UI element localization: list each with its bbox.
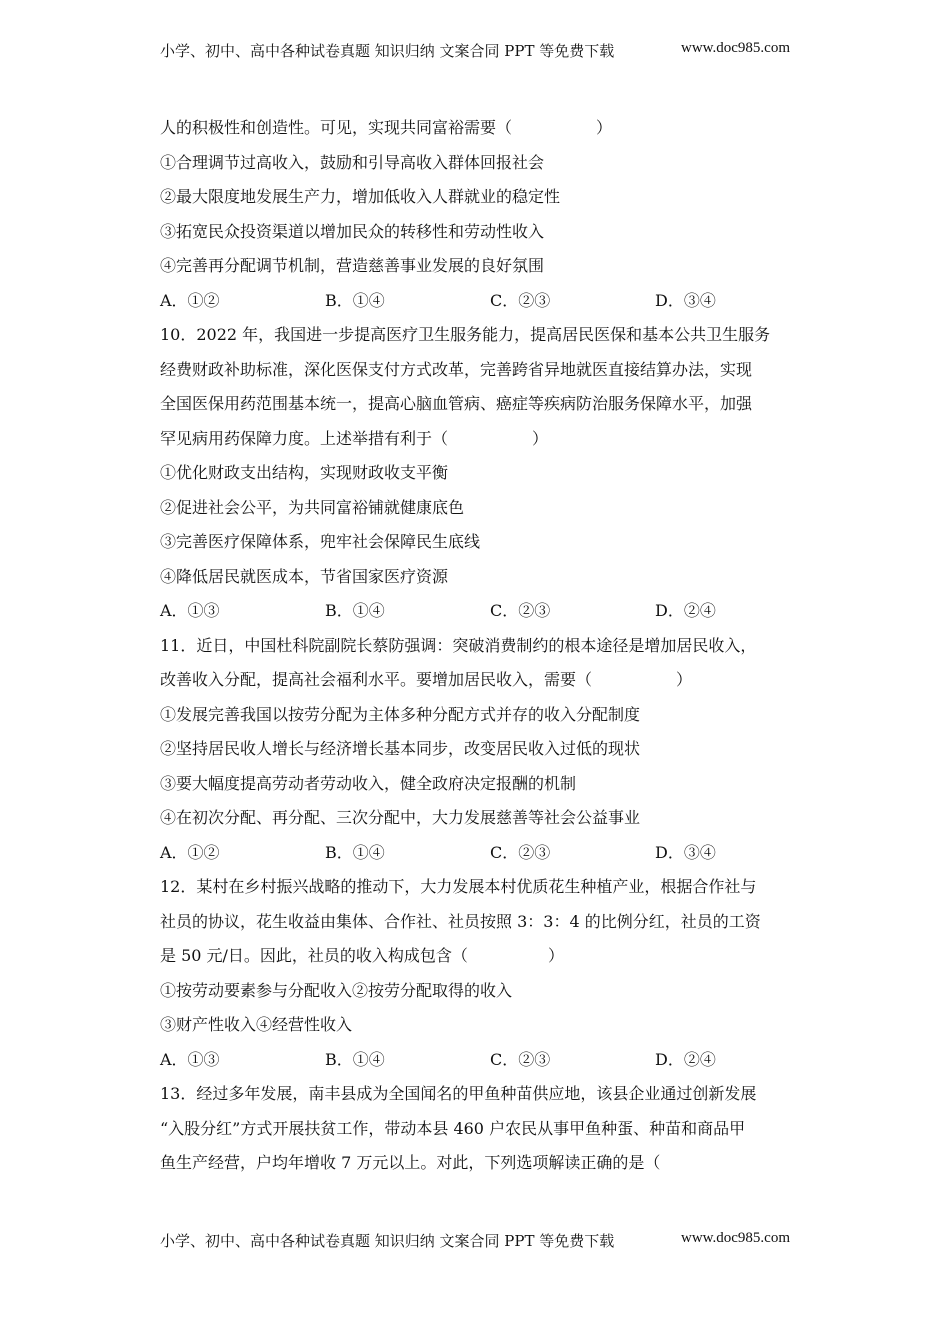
q11-stem-line-1: 11．近日，中国杜科院副院长蔡防强调：突破消费制约的根本途径是增加居民收入， (160, 635, 757, 655)
q13-stem-line-3: 鱼生产经营，户均年增收 7 万元以上。对此，下列选项解读正确的是（ (160, 1153, 661, 1172)
q11-close-paren: ） (676, 670, 693, 689)
q11-option-a: A．①② (160, 842, 220, 862)
footer-url: www.doc985.com (680, 1230, 790, 1246)
q11-option-c: C．②③ (490, 842, 551, 862)
q11-options (160, 839, 790, 874)
q12-stem-line-2: 社员的协议，花生收益由集体、合作社、社员按照 3：3：4 的比例分红，社员的工资 (160, 911, 761, 931)
q13-stem-line-1: 13．经过多年发展，南丰县成为全国闻名的甲鱼种苗供应地，该县企业通过创新发展 (160, 1084, 757, 1103)
q10-statement-3: ③完善医疗保障体系，兜牢社会保障民生底线 (160, 532, 481, 551)
q9-close-paren: ） (596, 118, 613, 137)
q10-option-a: A．①③ (160, 601, 220, 620)
q11-option-b: B．①④ (325, 842, 385, 862)
q12-option-a: A．①③ (160, 1049, 220, 1069)
q11-statement-4: ④在初次分配、再分配、三次分配中，大力发展慈善等社会公益事业 (160, 808, 641, 827)
q12-option-c: C．②③ (490, 1049, 551, 1069)
q9-option-a: A．①② (160, 290, 220, 310)
q12-statement-1: ①按劳动要素参与分配收入②按劳分配取得的收入 (160, 980, 513, 1000)
q9-stem-text: 人的积极性和创造性。可见，实现共同富裕需要（ (160, 118, 513, 137)
page-header (160, 40, 790, 61)
q10-stem-line-3: 全国医保用药范围基本统一，提高心脑血管病、癌症等疾病防治服务保障水平，加强 (160, 394, 753, 413)
q12-option-b: B．①④ (325, 1049, 385, 1069)
q12-option-d: D．②④ (655, 1049, 716, 1069)
q10-statement-2: ②促进社会公平，为共同富裕铺就健康底色 (160, 497, 465, 517)
q12-stem-line-3 (160, 942, 790, 977)
q11-statement-3: ③要大幅度提高劳动者劳动收入，健全政府决定报酬的机制 (160, 773, 577, 793)
q9-option-c: C．②③ (490, 290, 551, 310)
footer-left-text: 小学、初中、高中各种试卷真题 知识归纳 文案合同 PPT 等免费下载 (160, 1232, 615, 1250)
q9-option-b: B．①④ (325, 290, 385, 310)
q9-option-d: D．③④ (655, 290, 716, 310)
q11-stem-text: 改善收入分配，提高社会福利水平。要增加居民收入，需要（ (160, 670, 593, 689)
q12-statement-2: ③财产性收入④经营性收入 (160, 1015, 353, 1034)
q10-option-c: C．②③ (490, 601, 551, 620)
q12-options (160, 1046, 790, 1081)
page-footer (160, 1230, 790, 1251)
q9-statement-3: ③拓宽民众投资渠道以增加民众的转移性和劳动性收入 (160, 221, 545, 241)
q10-stem-text: 罕见病用药保障力度。上述举措有利于（ (160, 428, 449, 448)
q11-option-d: D．③④ (655, 842, 716, 862)
q11-statement-1: ①发展完善我国以按劳分配为主体多种分配方式并存的收入分配制度 (160, 704, 641, 724)
q10-option-b: B．①④ (325, 601, 385, 620)
q9-options (160, 287, 790, 322)
q10-stem-line-2: 经费财政补助标准，深化医保支付方式改革，完善跨省异地就医直接结算办法，实现 (160, 359, 753, 379)
header-left-text: 小学、初中、高中各种试卷真题 知识归纳 文案合同 PPT 等免费下载 (160, 42, 615, 60)
q10-statement-1: ①优化财政支出结构，实现财政收支平衡 (160, 463, 449, 482)
q9-stem-line (160, 114, 790, 149)
q9-statement-2: ②最大限度地发展生产力，增加低收入人群就业的稳定性 (160, 187, 561, 206)
q11-statement-2: ②坚持居民收人增长与经济增长基本同步，改变居民收入过低的现状 (160, 739, 641, 758)
q10-stem-line-1: 10．2022 年，我国进一步提高医疗卫生服务能力，提高居民医保和基本公共卫生服务 (160, 325, 771, 344)
header-url: www.doc985.com (680, 40, 790, 56)
q13-stem-line-2: “入股分红”方式开展扶贫工作，带动本县 460 户农民从事甲鱼种蛋、种苗和商品甲 (160, 1118, 746, 1138)
q10-options (160, 597, 790, 632)
q12-stem-text: 是 50 元/日。因此，社员的收入构成包含（ (160, 946, 468, 965)
q9-statement-1: ①合理调节过高收入，鼓励和引导高收入群体回报社会 (160, 152, 545, 172)
q10-statement-4: ④降低居民就医成本，节省国家医疗资源 (160, 566, 449, 586)
q12-stem-line-1: 12．某村在乡村振兴战略的推动下，大力发展本村优质花生种植产业，根据合作社与 (160, 877, 757, 896)
q10-option-d: D．②④ (655, 601, 716, 620)
q9-statement-4: ④完善再分配调节机制，营造慈善事业发展的良好氛围 (160, 256, 545, 275)
q10-stem-line-4 (160, 425, 790, 460)
q12-close-paren: ） (547, 946, 564, 965)
q10-close-paren: ） (532, 428, 549, 448)
q11-stem-line-2 (160, 666, 790, 701)
document-body (160, 114, 790, 1184)
